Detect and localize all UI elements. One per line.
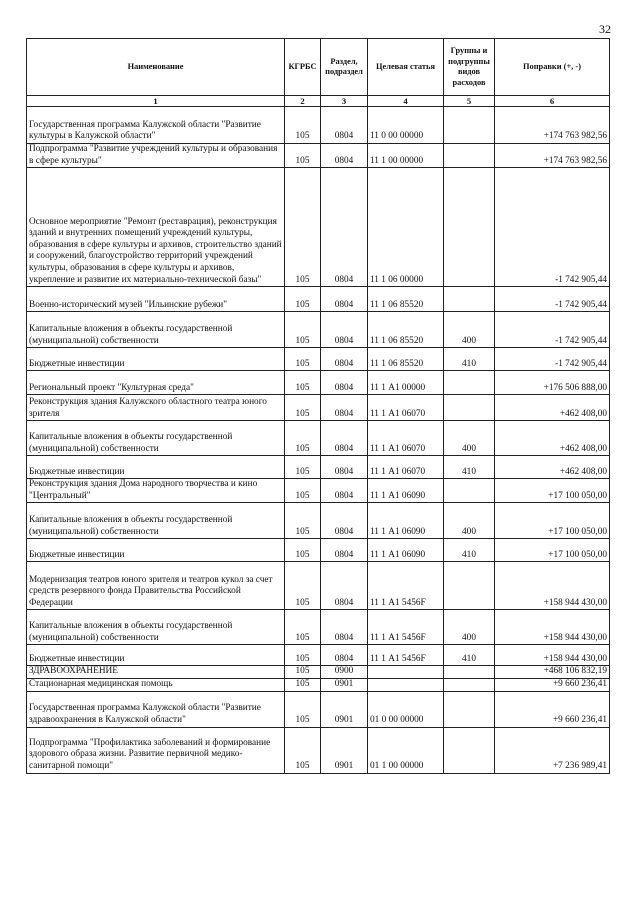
column-number: 2 [285, 96, 321, 107]
table-row [27, 610, 610, 645]
row-target-item: 11 1 А1 06070 [368, 395, 444, 421]
header-expense-group: Группы и подгруппы видов расходов [444, 39, 495, 96]
row-section: 0804 [321, 348, 368, 371]
table-row [27, 645, 610, 666]
row-target-item: 11 1 06 85520 [368, 287, 444, 312]
row-kgrbs: 105 [285, 678, 321, 691]
row-amount: +9 660 236,41 [495, 678, 610, 691]
row-target-item: 01 1 00 00000 [368, 727, 444, 773]
row-target-item: 11 0 00 00000 [368, 107, 444, 144]
row-name: Подпрограмма "Профилактика заболеваний и формирование здорового образа жизни. Развитие первичной медико-санитарной помощи" [27, 727, 285, 773]
row-section: 0804 [321, 107, 368, 144]
header-target-item: Целевая статья [368, 39, 444, 96]
row-name: Бюджетные инвестиции [27, 456, 285, 479]
row-section: 0804 [321, 287, 368, 312]
row-kgrbs: 105 [285, 395, 321, 421]
row-amount: +462 408,00 [495, 456, 610, 479]
row-section: 0804 [321, 168, 368, 287]
column-number: 3 [321, 96, 368, 107]
row-name: Стационарная медицинская помощь [27, 678, 285, 691]
table-row [27, 168, 610, 287]
row-section: 0900 [321, 666, 368, 679]
row-amount: +176 506 888,00 [495, 371, 610, 395]
row-expense-group: 410 [444, 645, 495, 666]
row-amount: +9 660 236,41 [495, 691, 610, 727]
row-kgrbs: 105 [285, 107, 321, 144]
row-name: Основное мероприятие "Ремонт (реставрация), реконструкция зданий и внутренних помещений учреждений культуры, образования в сфере культуры и архивов, строительство зданий и сооружений, благоустройство территорий учреждений культуры, образования в сфере культуры и архивов, укрепление и развитие их материально-технической базы" [27, 168, 285, 287]
row-section: 0804 [321, 312, 368, 348]
row-amount: -1 742 905,44 [495, 348, 610, 371]
row-name: Государственная программа Калужской области "Развитие здравоохранения в Калужской области" [27, 691, 285, 727]
row-expense-group: 400 [444, 610, 495, 645]
row-expense-group: 400 [444, 312, 495, 348]
row-name: Военно-исторический музей "Ильинские рубежи" [27, 287, 285, 312]
row-expense-group: 400 [444, 421, 495, 456]
table-row [27, 371, 610, 395]
row-name: Подпрограмма "Развитие учреждений культуры и образования в сфере культуры" [27, 144, 285, 168]
row-name: Модернизация театров юного зрителя и театров кукол за счет средств резервного фонда Правительства Российской Федерации [27, 562, 285, 610]
row-amount: +174 763 982,56 [495, 144, 610, 168]
row-target-item: 11 1 А1 00000 [368, 371, 444, 395]
header-name: Наименование [27, 39, 285, 96]
table-header-row [27, 39, 610, 96]
table-row [27, 348, 610, 371]
row-kgrbs: 105 [285, 168, 321, 287]
row-expense-group [444, 287, 495, 312]
table-row [27, 456, 610, 479]
row-expense-group: 410 [444, 539, 495, 562]
row-expense-group [444, 562, 495, 610]
row-target-item: 11 1 А1 06070 [368, 421, 444, 456]
table-row [27, 678, 610, 691]
row-amount: +462 408,00 [495, 421, 610, 456]
column-number-row [27, 96, 610, 107]
row-expense-group [444, 371, 495, 395]
row-target-item: 01 0 00 00000 [368, 691, 444, 727]
row-section: 0804 [321, 539, 368, 562]
row-kgrbs: 105 [285, 371, 321, 395]
row-amount: +468 106 832,19 [495, 666, 610, 679]
row-name: Бюджетные инвестиции [27, 539, 285, 562]
row-expense-group [444, 395, 495, 421]
row-amount: +158 944 430,00 [495, 645, 610, 666]
row-target-item: 11 1 А1 5456F [368, 610, 444, 645]
row-kgrbs: 105 [285, 421, 321, 456]
header-section: Раздел, подраздел [321, 39, 368, 96]
row-amount: +158 944 430,00 [495, 562, 610, 610]
row-expense-group: 400 [444, 503, 495, 539]
row-amount: -1 742 905,44 [495, 168, 610, 287]
row-expense-group [444, 479, 495, 503]
row-kgrbs: 105 [285, 287, 321, 312]
row-target-item: 11 1 06 85520 [368, 312, 444, 348]
table-row [27, 727, 610, 773]
row-expense-group: 410 [444, 348, 495, 371]
row-target-item: 11 1 А1 5456F [368, 562, 444, 610]
row-kgrbs: 105 [285, 691, 321, 727]
row-section: 0804 [321, 562, 368, 610]
row-expense-group: 410 [444, 456, 495, 479]
row-name: Реконструкция здания Дома народного творчества и кино "Центральный" [27, 479, 285, 503]
row-amount: -1 742 905,44 [495, 287, 610, 312]
row-name: Бюджетные инвестиции [27, 645, 285, 666]
row-section: 0804 [321, 645, 368, 666]
row-kgrbs: 105 [285, 610, 321, 645]
table-row [27, 107, 610, 144]
table-row [27, 287, 610, 312]
row-amount: +17 100 050,00 [495, 539, 610, 562]
table-row [27, 395, 610, 421]
row-section: 0804 [321, 395, 368, 421]
row-target-item [368, 678, 444, 691]
column-number: 6 [495, 96, 610, 107]
row-amount: -1 742 905,44 [495, 312, 610, 348]
row-section: 0804 [321, 456, 368, 479]
row-section: 0804 [321, 371, 368, 395]
row-section: 0804 [321, 479, 368, 503]
row-expense-group [444, 107, 495, 144]
table-row [27, 666, 610, 679]
row-name: Капитальные вложения в объекты государственной (муниципальной) собственности [27, 610, 285, 645]
table-row [27, 562, 610, 610]
row-amount: +158 944 430,00 [495, 610, 610, 645]
row-kgrbs: 105 [285, 456, 321, 479]
row-kgrbs: 105 [285, 539, 321, 562]
row-amount: +174 763 982,56 [495, 107, 610, 144]
row-expense-group [444, 691, 495, 727]
row-expense-group [444, 678, 495, 691]
row-name: Региональный проект "Культурная среда" [27, 371, 285, 395]
row-section: 0804 [321, 610, 368, 645]
row-target-item: 11 1 А1 06070 [368, 456, 444, 479]
row-amount: +17 100 050,00 [495, 503, 610, 539]
row-target-item [368, 666, 444, 679]
row-target-item: 11 1 00 00000 [368, 144, 444, 168]
table-row [27, 421, 610, 456]
row-name: Капитальные вложения в объекты государственной (муниципальной) собственности [27, 503, 285, 539]
row-target-item: 11 1 А1 06090 [368, 503, 444, 539]
row-kgrbs: 105 [285, 645, 321, 666]
column-number: 4 [368, 96, 444, 107]
row-name: Капитальные вложения в объекты государственной (муниципальной) собственности [27, 421, 285, 456]
row-kgrbs: 105 [285, 562, 321, 610]
row-section: 0804 [321, 144, 368, 168]
row-kgrbs: 105 [285, 312, 321, 348]
row-amount: +7 236 989,41 [495, 727, 610, 773]
row-kgrbs: 105 [285, 348, 321, 371]
row-target-item: 11 1 А1 5456F [368, 645, 444, 666]
column-number: 5 [444, 96, 495, 107]
row-expense-group [444, 144, 495, 168]
row-name: Бюджетные инвестиции [27, 348, 285, 371]
row-section: 0804 [321, 503, 368, 539]
row-amount: +17 100 050,00 [495, 479, 610, 503]
table-row [27, 479, 610, 503]
header-kgrbs: КГРБС [285, 39, 321, 96]
row-expense-group [444, 666, 495, 679]
row-name: ЗДРАВООХРАНЕНИЕ [27, 666, 285, 679]
row-kgrbs: 105 [285, 503, 321, 539]
row-kgrbs: 105 [285, 479, 321, 503]
table-row [27, 539, 610, 562]
table-row [27, 144, 610, 168]
table-row [27, 312, 610, 348]
row-name: Реконструкция здания Калужского областного театра юного зрителя [27, 395, 285, 421]
row-target-item: 11 1 06 00000 [368, 168, 444, 287]
page-number: 32 [599, 22, 611, 36]
row-section: 0901 [321, 691, 368, 727]
row-section: 0901 [321, 727, 368, 773]
row-target-item: 11 1 А1 06090 [368, 479, 444, 503]
table-row [27, 691, 610, 727]
row-kgrbs: 105 [285, 144, 321, 168]
row-expense-group [444, 727, 495, 773]
budget-amendments-table [26, 38, 610, 774]
row-amount: +462 408,00 [495, 395, 610, 421]
row-section: 0901 [321, 678, 368, 691]
row-expense-group [444, 168, 495, 287]
row-target-item: 11 1 А1 06090 [368, 539, 444, 562]
header-amendments: Поправки (+, -) [495, 39, 610, 96]
row-target-item: 11 1 06 85520 [368, 348, 444, 371]
row-name: Капитальные вложения в объекты государственной (муниципальной) собственности [27, 312, 285, 348]
row-section: 0804 [321, 421, 368, 456]
table-row [27, 503, 610, 539]
column-number: 1 [27, 96, 285, 107]
row-kgrbs: 105 [285, 727, 321, 773]
row-name: Государственная программа Калужской области "Развитие культуры в Калужской области" [27, 107, 285, 144]
row-kgrbs: 105 [285, 666, 321, 679]
